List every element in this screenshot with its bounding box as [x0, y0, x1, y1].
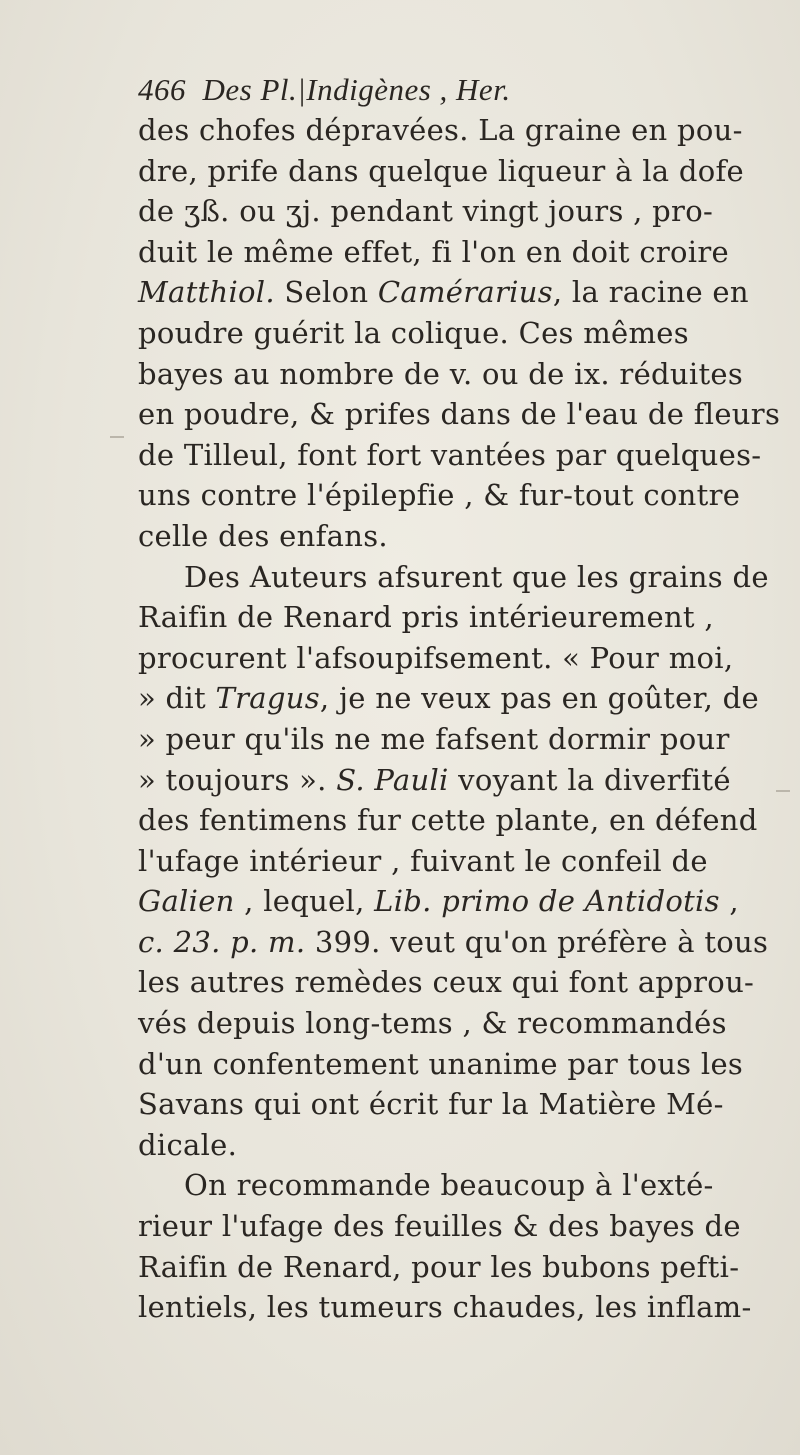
text-line: [138, 1165, 788, 1206]
text-segment: lentiels, les tumeurs chaudes, les inflam-: [138, 1290, 752, 1325]
text-segment: Selon: [274, 275, 378, 310]
running-header: [138, 70, 788, 110]
italic-text: c. 23. p. m.: [138, 924, 306, 959]
text-segment: » peur qu'ils ne me fafsent dormir pour: [138, 721, 730, 756]
text-segment: dicale.: [138, 1127, 238, 1162]
text-line: [138, 516, 788, 557]
italic-text: Matthiol.: [138, 275, 275, 310]
text-segment: de ʒß. ou ʒj. pendant vingt jours , pro-: [138, 194, 714, 229]
text-segment: Raifin de Renard pris intérieurement ,: [138, 600, 714, 635]
text-segment: Des Auteurs afsurent que les grains de: [184, 559, 769, 594]
text-segment: uns contre l'épilepfie , & fur-tout contre: [138, 478, 741, 513]
text-line: [138, 719, 788, 760]
text-line: [138, 1247, 788, 1288]
text-line: [138, 557, 788, 598]
italic-text: Tragus: [215, 681, 320, 716]
text-segment: procurent l'afsoupifsement. « Pour moi,: [138, 640, 734, 675]
text-segment: des fentimens fur cette plante, en défend: [138, 803, 758, 838]
body-text: [138, 110, 788, 1328]
text-segment: Savans qui ont écrit fur la Matière Mé-: [138, 1087, 724, 1122]
text-segment: dre, prife dans quelque liqueur à la dofe: [138, 153, 744, 188]
text-segment: , lequel,: [234, 884, 375, 919]
text-segment: , je ne veux pas en goûter, de: [319, 681, 759, 716]
margin-mark: [110, 436, 124, 438]
italic-text: Lib. primo de Antidotis: [374, 884, 720, 919]
italic-text: Galien: [138, 884, 235, 919]
text-line: [138, 922, 788, 963]
text-line: [138, 435, 788, 476]
text-segment: en poudre, & prifes dans de l'eau de fleurs: [138, 397, 781, 432]
text-segment: des chofes dépravées. La graine en pou-: [138, 113, 743, 147]
text-segment: d'un confentement unanime par tous les: [138, 1046, 744, 1081]
text-line: [138, 638, 788, 679]
text-line: [138, 313, 788, 354]
italic-text: S. Pauli: [336, 762, 449, 797]
text-line: [138, 597, 788, 638]
text-line: [138, 841, 788, 882]
page-number: 466: [138, 72, 186, 107]
text-line: [138, 354, 788, 395]
text-line: [138, 1287, 788, 1328]
text-segment: 399. veut qu'on préfère à tous: [305, 924, 769, 959]
text-line: [138, 475, 788, 516]
text-segment: les autres remèdes ceux qui font approu-: [138, 965, 755, 1000]
text-segment: celle des enfans.: [138, 518, 388, 553]
text-line: [138, 1084, 788, 1125]
text-segment: duit le même effet, fi l'on en doit croire: [138, 234, 729, 269]
text-segment: On recommande beaucoup à l'exté-: [184, 1168, 714, 1203]
text-line: [138, 151, 788, 192]
text-line: [138, 760, 788, 801]
page-text: [138, 70, 788, 1328]
text-line: [138, 1003, 788, 1044]
running-title: Des Pl.|Indigènes , Her.: [202, 72, 511, 107]
text-line: [138, 800, 788, 841]
text-segment: » toujours ».: [138, 762, 337, 797]
text-segment: ,: [719, 884, 739, 919]
text-segment: bayes au nombre de v. ou de ix. réduites: [138, 356, 744, 391]
text-line: [138, 272, 788, 313]
text-line: [138, 881, 788, 922]
text-line: [138, 110, 788, 151]
italic-text: Camérarius: [377, 275, 553, 310]
text-segment: voyant la diverfité: [448, 762, 731, 797]
text-line: [138, 1125, 788, 1166]
text-segment: rieur l'ufage des feuilles & des bayes de: [138, 1209, 741, 1244]
text-line: [138, 678, 788, 719]
text-line: [138, 394, 788, 435]
text-segment: vés depuis long-tems , & recommandés: [138, 1006, 727, 1041]
text-segment: poudre guérit la colique. Ces mêmes: [138, 315, 689, 350]
text-segment: de Tilleul, font fort vantées par quelques-: [138, 437, 762, 472]
text-segment: l'ufage intérieur , fuivant le confeil de: [138, 843, 708, 878]
text-line: [138, 232, 788, 273]
text-segment: Raifin de Renard, pour les bubons pefti-: [138, 1249, 740, 1284]
text-line: [138, 1044, 788, 1085]
text-line: [138, 1206, 788, 1247]
text-segment: , la racine en: [552, 275, 749, 310]
text-line: [138, 191, 788, 232]
text-line: [138, 962, 788, 1003]
text-segment: » dit: [138, 681, 216, 716]
